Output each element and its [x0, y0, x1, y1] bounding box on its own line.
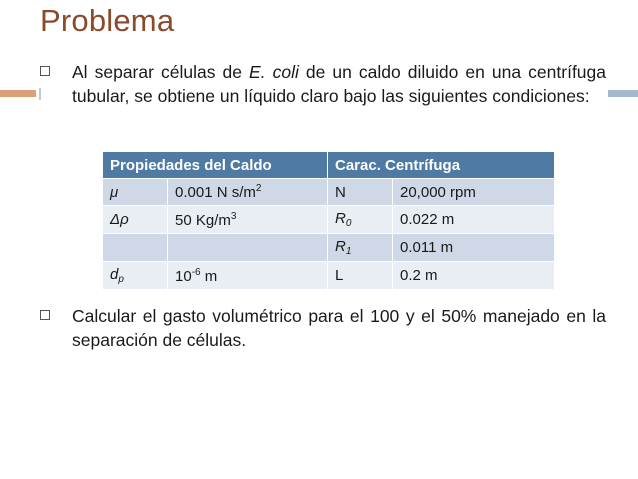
task-statement: [40, 304, 606, 352]
table-row: [103, 262, 555, 290]
value-density-diff: 50 $Kg/m^3$: [168, 206, 328, 234]
problem-statement-text: Al separar células de E. coli de un caldo diluido en una centrífuga tubular, se obtiene un líquido claro bajo las siguientes condiciones:: [72, 62, 607, 106]
symbol-r1: $R_1$: [328, 234, 393, 262]
value-r0: 0.022 m: [393, 206, 555, 234]
value-particle-diameter: $10^{-6}$ m: [168, 262, 328, 290]
organism-name: E. coli: [249, 62, 299, 82]
checkbox-bullet-icon: [40, 310, 50, 320]
accent-bar-right: [608, 90, 638, 97]
symbol-length: L: [328, 262, 393, 290]
table-row: [103, 206, 555, 234]
accent-bar-left: [0, 90, 36, 97]
checkbox-bullet-icon: [40, 66, 50, 76]
task-statement-text: Calcular el gasto volumétrico para el 100 y el 50% manejado en la separación de células.: [72, 306, 606, 350]
symbol-speed: N: [328, 179, 393, 206]
symbol-viscosity: μ: [103, 179, 168, 206]
table-header-row: [103, 152, 555, 179]
symbol-particle-diameter: $d_p$: [103, 262, 168, 290]
symbol-density-diff: Δρ: [103, 206, 168, 234]
value-speed: 20,000 rpm: [393, 179, 555, 206]
conditions-table: [103, 152, 555, 289]
value-r1: 0.011 m: [393, 234, 555, 262]
table-row: [103, 234, 555, 262]
empty-cell: [168, 234, 328, 262]
symbol-r0: $R_0$: [328, 206, 393, 234]
problem-statement: [40, 60, 606, 108]
header-broth-properties: Propiedades del Caldo: [103, 152, 328, 179]
slide-title: Problema: [40, 3, 175, 38]
header-centrifuge: Carac. Centrífuga: [328, 152, 555, 179]
value-length: 0.2 m: [393, 262, 555, 290]
empty-cell: [103, 234, 168, 262]
table-row: [103, 179, 555, 206]
value-viscosity: 0.001 N $s/m^2$: [168, 179, 328, 206]
